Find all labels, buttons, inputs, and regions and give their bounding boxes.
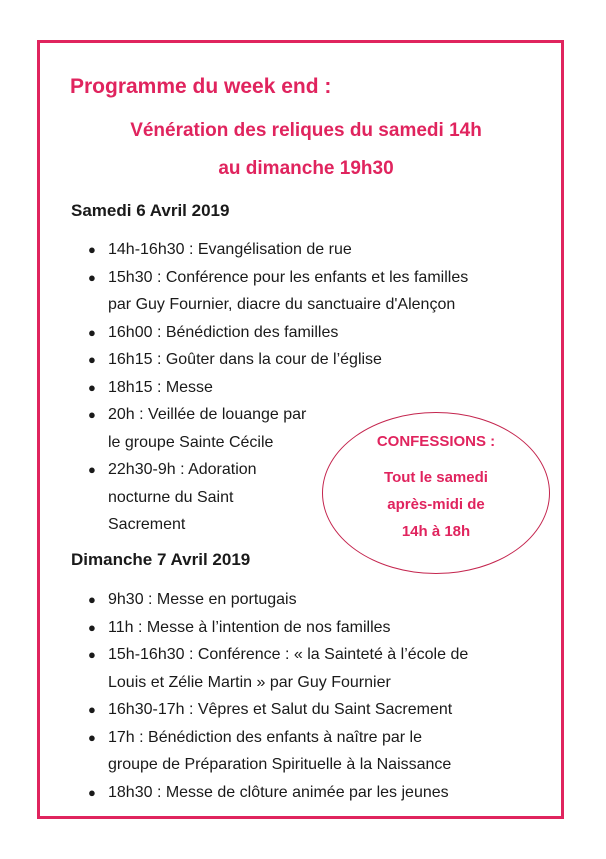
bullet-icon: ● [88, 729, 96, 745]
schedule-line: 16h15 : Goûter dans la cour de l’église [108, 351, 382, 368]
sunday-heading: Dimanche 7 Avril 2019 [71, 550, 251, 569]
subtitle-line-1: Vénération des reliques du samedi 14h [130, 120, 482, 141]
schedule-line: 16h30-17h : Vêpres et Salut du Saint Sacrement [108, 701, 453, 718]
bullet-icon: ● [88, 352, 96, 367]
list-item [86, 614, 468, 642]
schedule-line: 16h00 : Bénédiction des familles [108, 323, 339, 341]
list-item [86, 264, 468, 319]
schedule-line: par Guy Fournier, diacre du sanctuaire d'Alençon [108, 296, 456, 313]
list-item [86, 641, 468, 696]
confessions-line-2: après-midi de [387, 496, 485, 513]
bullet-icon: ● [88, 379, 96, 395]
bullet-icon: ● [88, 702, 96, 717]
list-item [86, 779, 468, 807]
bullet-icon: ● [88, 462, 96, 477]
list-item [86, 724, 468, 779]
bullet-icon: ● [88, 324, 96, 340]
schedule-line: 14h-16h30 : Evangélisation de rue [108, 241, 352, 258]
list-item [86, 374, 468, 402]
list-item [86, 696, 468, 724]
bullet-icon: ● [88, 647, 96, 662]
schedule-line: 11h : Messe à l’intention de nos familles [108, 618, 391, 636]
schedule-line: 18h30 : Messe de clôture animée par les jeunes [108, 783, 449, 801]
list-item [86, 319, 468, 347]
schedule-line: 15h-16h30 : Conférence : « la Sainteté à l’école de [108, 646, 469, 663]
schedule-line: groupe de Préparation Spirituelle à la Naissance [108, 756, 452, 773]
bullet-icon: ● [88, 592, 96, 607]
bullet-icon: ● [88, 784, 96, 800]
bullet-icon: ● [88, 269, 96, 285]
schedule-line: 18h15 : Messe [108, 378, 213, 396]
schedule-line: nocturne du Saint [108, 488, 234, 506]
schedule-line: 15h30 : Conférence pour les enfants et les familles [108, 268, 469, 286]
list-item [86, 346, 468, 374]
confessions-line-1: Tout le samedi [384, 469, 488, 486]
list-item [86, 236, 468, 264]
bullet-icon: ● [88, 619, 96, 635]
schedule-line: 22h30-9h : Adoration [108, 461, 257, 478]
subtitle-line-2: au dimanche 19h30 [218, 158, 394, 179]
confessions-line-3: 14h à 18h [401, 523, 471, 540]
confessions-heading: CONFESSIONS : [376, 433, 496, 450]
schedule-line: Sacrement [108, 516, 186, 533]
sunday-schedule-list [86, 586, 468, 806]
schedule-line: le groupe Sainte Cécile [108, 433, 274, 451]
list-item [86, 586, 468, 614]
bullet-icon: ● [88, 242, 96, 257]
schedule-line: 17h : Bénédiction des enfants à naître par le [108, 728, 422, 746]
schedule-line: 20h : Veillée de louange par [108, 406, 307, 423]
schedule-line: 9h30 : Messe en portugais [108, 591, 297, 608]
bullet-icon: ● [88, 407, 96, 422]
page-title: Programme du week end : [70, 75, 332, 98]
saturday-heading: Samedi 6 Avril 2019 [71, 201, 230, 220]
schedule-line: Louis et Zélie Martin » par Guy Fournier [108, 673, 391, 691]
